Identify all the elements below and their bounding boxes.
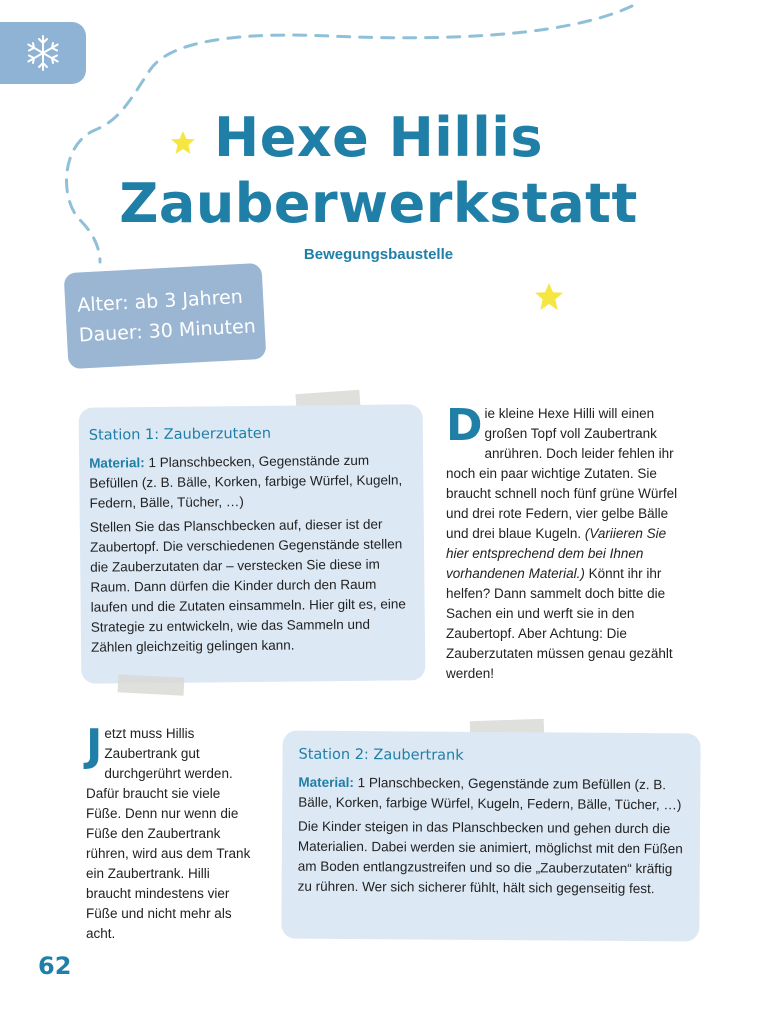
material-label: Material: bbox=[298, 774, 354, 791]
drop-cap: D bbox=[446, 400, 483, 451]
station-2-material bbox=[298, 773, 688, 816]
info-card bbox=[64, 263, 267, 369]
story-2-text: etzt muss Hillis Zaubertrank gut durchgerührt werden. Dafür braucht sie viele Füße. Denn nur wenn die Füße den Zaubertrank rühren, wird aus dem Trank ein Zaubertrank. Hilli braucht mindestens vier Füße und nicht mehr als acht. bbox=[86, 726, 251, 941]
star-icon bbox=[532, 280, 566, 314]
story-text-2 bbox=[86, 720, 258, 944]
story-text-1 bbox=[446, 400, 686, 684]
story-1-text-b: Könnt ihr ihr helfen? Dann sammelt doch bitte die Sachen ein und werft sie in den Zaubertopf. Aber Achtung: Die Zauberzutaten müssen genau gezählt werden! bbox=[446, 566, 673, 681]
material-text: 1 Planschbecken, Gegenstände zum Befüllen (z. B. Bälle, Korken, farbige Würfel, Kugeln, Federn, Bälle, Tücher, …) bbox=[89, 452, 403, 511]
age-info: Alter: ab 3 Jahren bbox=[76, 285, 244, 317]
station-2-title: Station 2: Zaubertrank bbox=[298, 746, 464, 764]
page-subtitle: Bewegungsbaustelle bbox=[303, 246, 454, 263]
story-1-italic: (Variieren Sie hier entsprechend dem bei Ihnen vorhandenen Material.) bbox=[446, 526, 667, 581]
title-line-2: Zauberwerkstatt bbox=[119, 172, 638, 235]
story-1-text-a: ie kleine Hexe Hilli will einen großen Topf voll Zaubertrank anrühren. Doch leider fehlen ihr noch ein paar wichtige Zutaten. Sie braucht schnell noch fünf grüne Würfel und drei rote Federn, vier gelbe Bälle und drei blaue Kugeln. bbox=[446, 406, 678, 541]
material-text: 1 Planschbecken, Gegenstände zum Befüllen (z. B. Bälle, Korken, farbige Würfel, Kugeln, Federn, Bälle, Tücher, …) bbox=[298, 775, 682, 813]
tape-decoration bbox=[118, 674, 185, 695]
station-1-material bbox=[89, 450, 412, 513]
station-1-title: Station 1: Zauberzutaten bbox=[88, 425, 272, 444]
station-1-body: Stellen Sie das Planschbecken auf, dieser ist der Zaubertopf. Die verschiedenen Gegenstände stellen die Zauberzutaten dar – verstecken Sie diese im Raum. Dann dürfen die Kinder durch den Raum laufen und die Zutaten einsammeln. Hier gilt es, eine Strategie zu entwickeln, wie das Sammeln und Zählen gleichzeitig gelingen kann. bbox=[89, 516, 406, 655]
drop-cap: J bbox=[86, 720, 103, 771]
title-line-1: Hexe Hillis bbox=[214, 106, 543, 169]
station-2-card bbox=[281, 731, 700, 942]
station-1-card bbox=[79, 404, 426, 684]
page-title bbox=[0, 108, 757, 234]
page-number: 62 bbox=[38, 952, 72, 980]
station-2-body: Die Kinder steigen in das Planschbecken und gehen durch die Materialien. Dabei werden sie animiert, möglichst mit den Füßen am Boden entlangzustreifen und so die „Zauberzutaten“ kräftig zu rühren. Wer sich sicherer fühlt, hält sich gegenseitig fest. bbox=[297, 818, 683, 897]
duration-info: Dauer: 30 Minuten bbox=[78, 315, 257, 347]
material-label: Material: bbox=[89, 455, 145, 471]
